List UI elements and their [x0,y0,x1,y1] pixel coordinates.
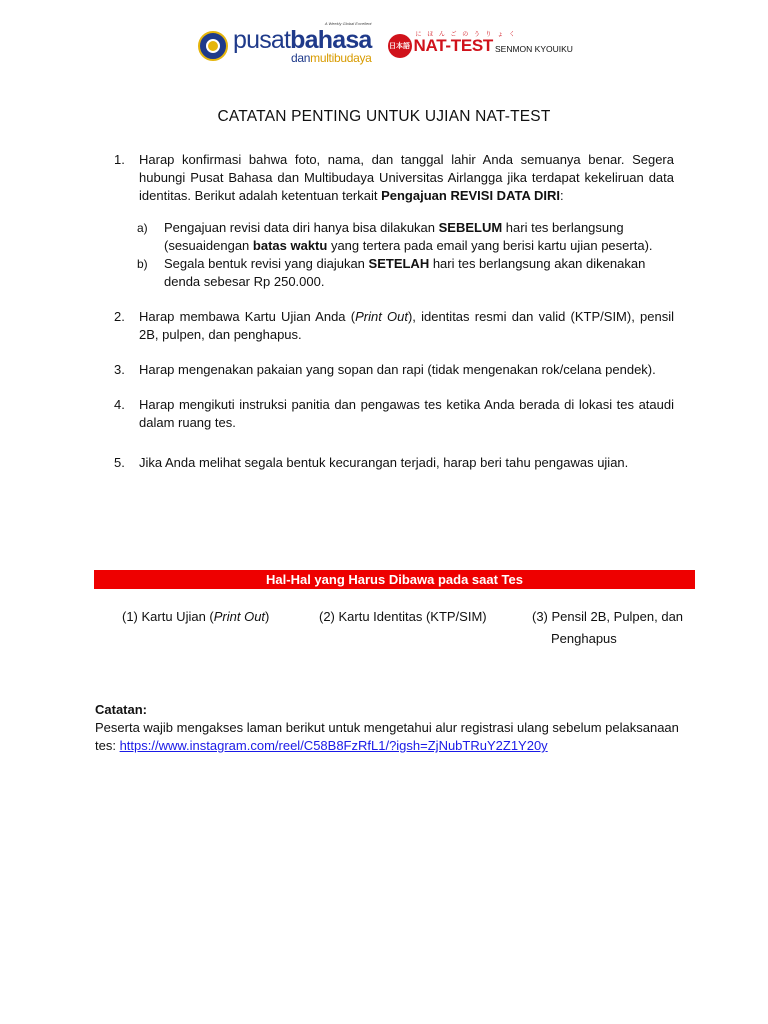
bring-items-header: Hal-Hal yang Harus Dibawa pada saat Tes [94,570,695,589]
list-item: 5. Jika Anda melihat segala bentuk kecurangan terjadi, harap beri tahu pengawas ujian. [114,455,629,470]
university-seal-icon [198,31,228,61]
pb-multibudaya: multibudaya [310,51,372,65]
bring-item-1: (1) Kartu Ujian (Print Out) [122,609,270,624]
instagram-link[interactable]: https://www.instagram.com/reel/C58B8FzRfL1/?igsh=ZjNubTRuY2Z1Y20y [119,738,548,753]
bring-item-3: (3) Pensil 2B, Pulpen, dan Penghapus [532,609,684,646]
list-item: 3. Harap mengenakan pakaian yang sopan dan rapi (tidak mengenakan rok/celana pendek). [114,362,656,377]
pb-bahasa: bahasa [290,26,372,54]
header-logos [198,22,588,70]
note-text: Peserta wajib mengakses laman berikut untuk mengetahui alur registrasi ulang sebelum pelaksanaan tes: https://www.instagram.com/reel/C58B8FzRfL1/?igsh=ZjNubTRuY2Z1Y20y [95,720,679,753]
senmon-kyouiku: SENMON KYOUIKU [494,44,573,54]
page-title: CATATAN PENTING UNTUK UJIAN NAT-TEST [217,108,551,125]
pb-dan: dan [291,51,311,65]
sub-item: a) Pengajuan revisi data diri hanya bisa dilakukan SEBELUM hari tes berlangsung (sesuaidengan batas waktu yang tertera pada email yang berisi kartu ujian peserta). [137,220,653,253]
note-title: Catatan: [95,702,148,717]
pusat-bahasa-logo [198,21,372,65]
pb-pusat: pusat [233,26,291,54]
list-item: 4. Harap mengikuti instruksi panitia dan pengawas tes ketika Anda berada di lokasi tes ataudi dalam ruang tes. [114,397,674,430]
nat-kana: に ほ ん ご の う り ょ く [415,32,517,38]
sub-list [137,219,674,291]
nat-test-logo [388,34,573,58]
nihongo-badge-icon: 日本語 [388,34,412,58]
list-item: 1. Harap konfirmasi bahwa foto, nama, dan tanggal lahir Anda semuanya benar. Segera hubungi Pusat Bahasa dan Multibudaya Universitas Airlangga jika terdapat kekeliruan data identitas. Berikut adalah ketentuan terkait Pengajuan REVISI DATA DIRI: a) Pengajuan revisi data diri hanya bisa dilakukan SEBELUM hari tes berlangsung (sesuaidengan batas waktu yang tertera pada email yang berisi kartu ujian peserta). b) Segala bentuk revisi yang diajukan SETELAH hari tes berlangsung akan dikenakan denda sebesar Rp 250.000. [114,152,674,289]
notes-list [114,151,674,489]
pb-tagline: A Weekly Global Excellent [324,21,372,26]
bring-item-2: (2) Kartu Identitas (KTP/SIM) [319,609,487,624]
list-item: 2. Harap membawa Kartu Ujian Anda (Print Out), identitas resmi dan valid (KTP/SIM), pensil 2B, pulpen, dan penghapus. [114,309,675,342]
nat-title: NAT-TEST [413,36,493,55]
sub-item: b) Segala bentuk revisi yang diajukan SETELAH hari tes berlangsung akan dikenakan denda sebesar Rp 250.000. [137,256,646,289]
